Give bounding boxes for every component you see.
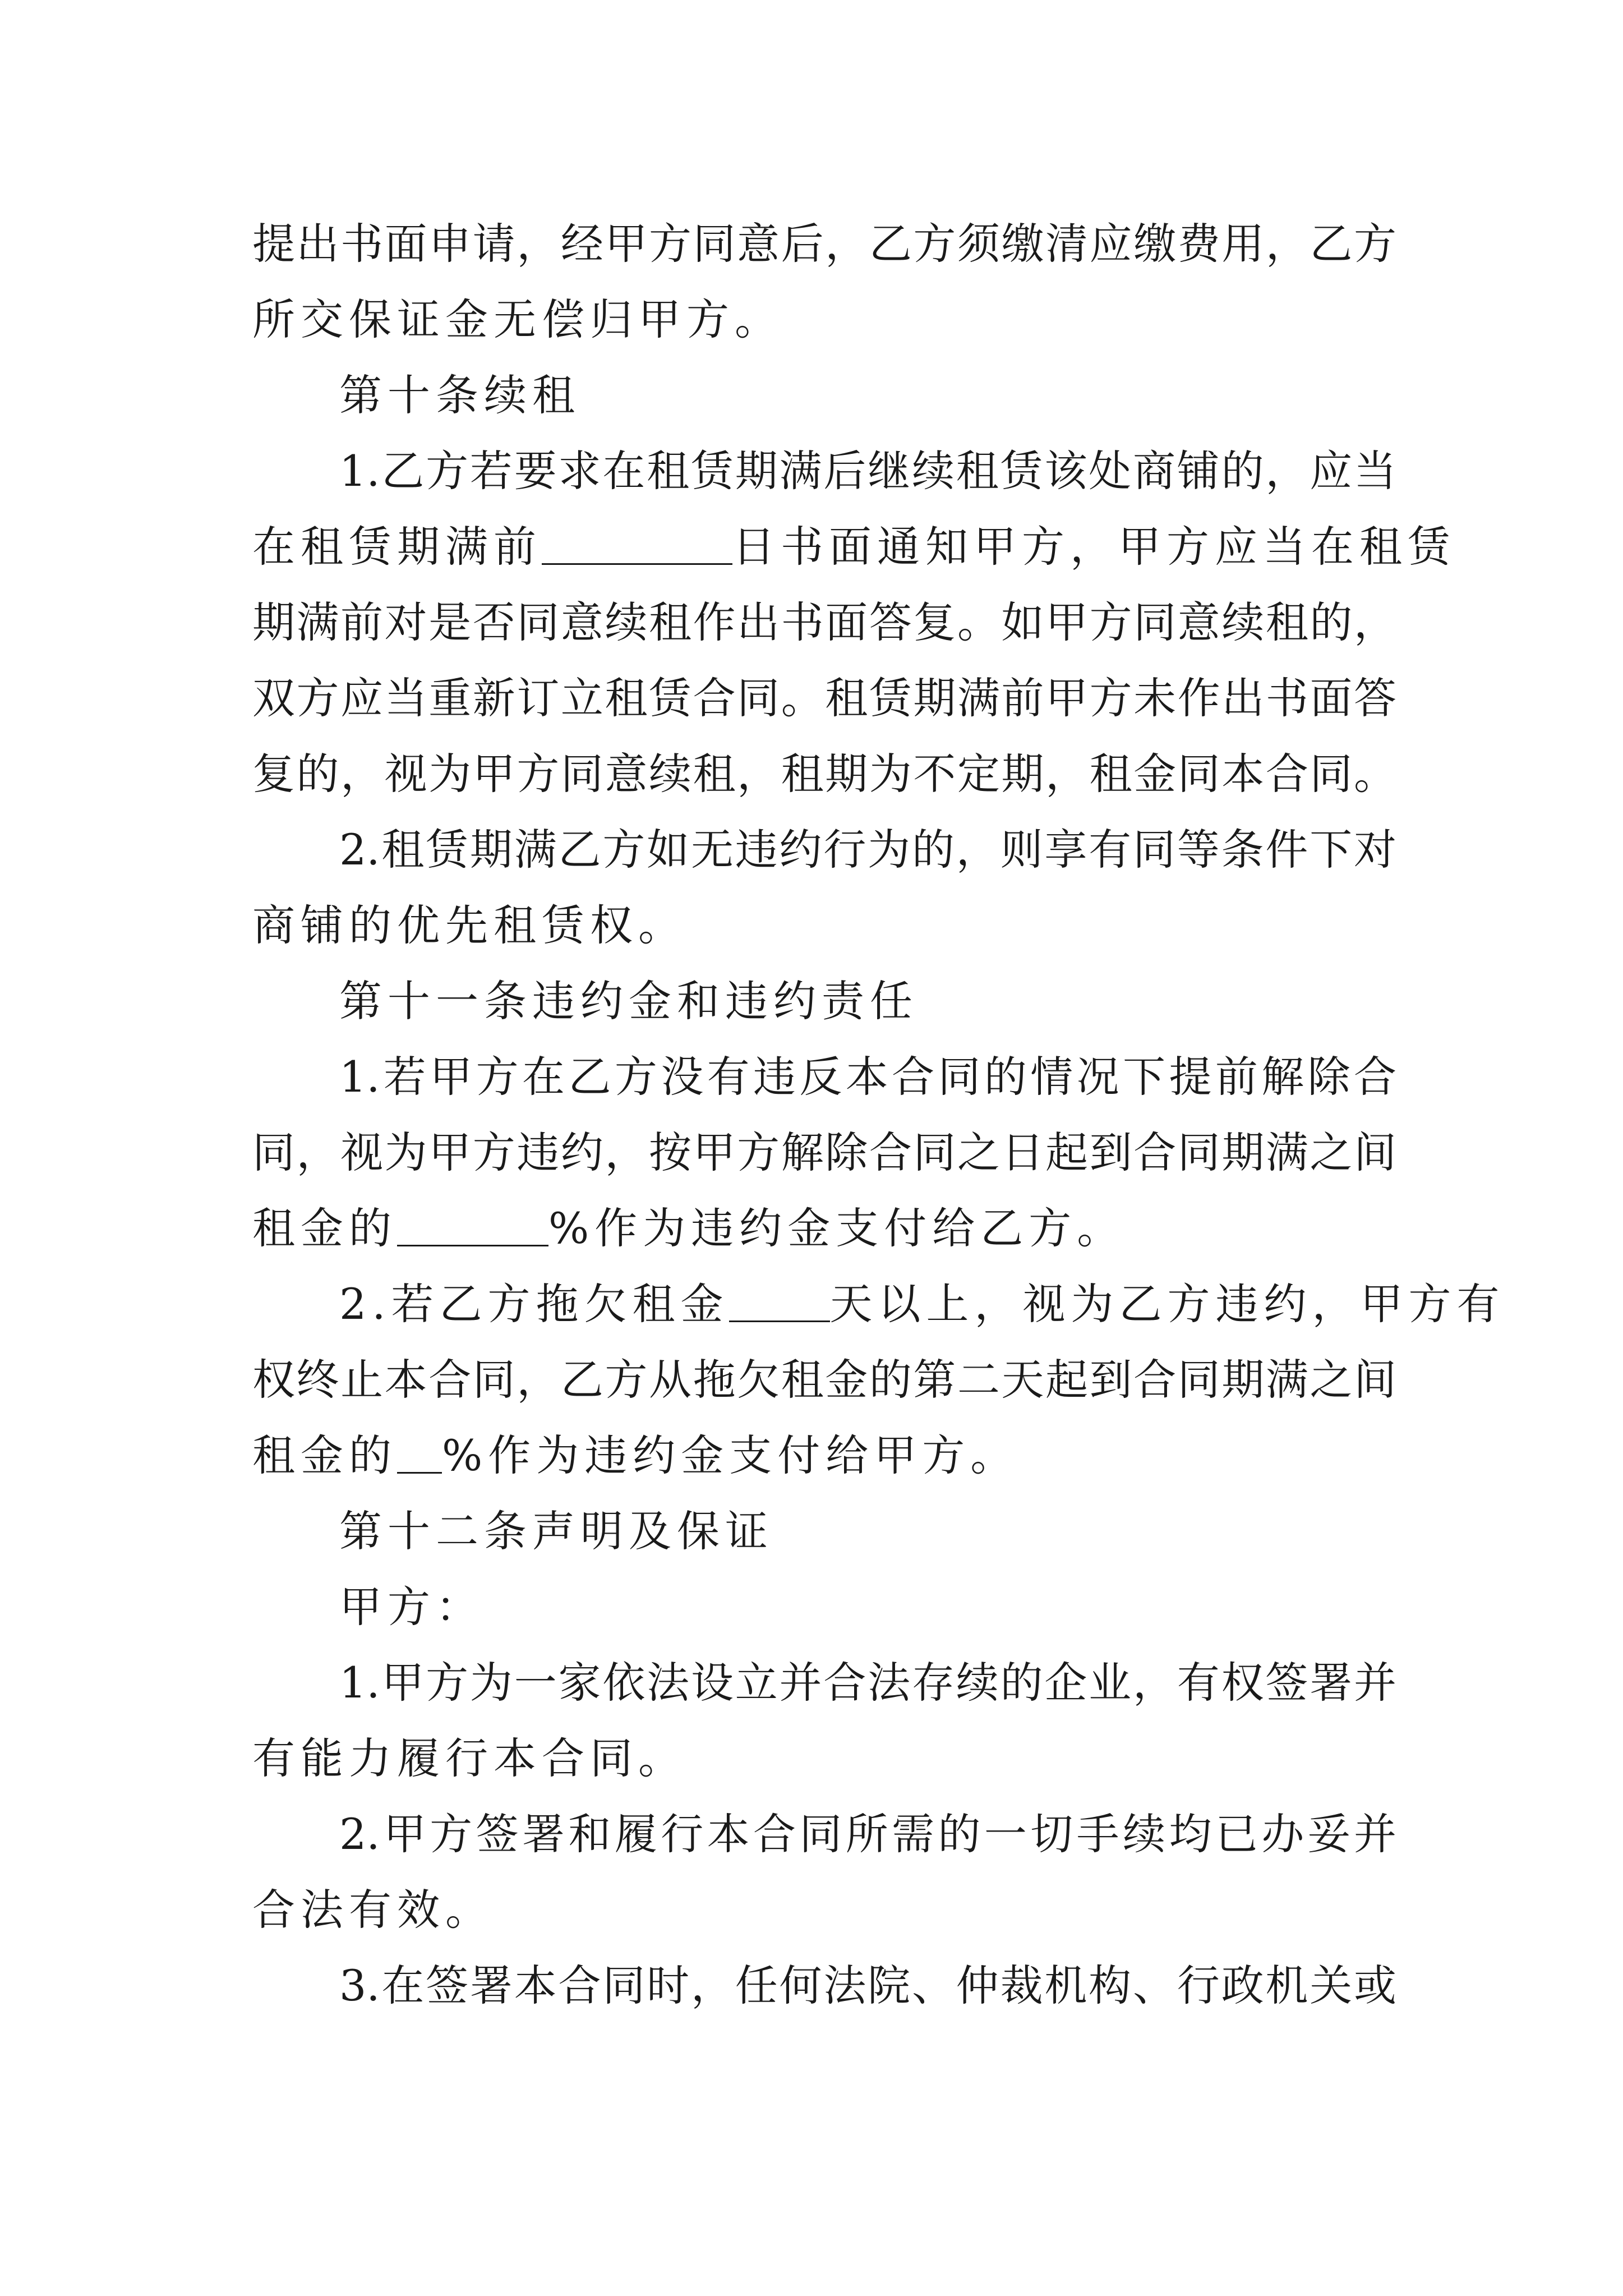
line-text: %作为违约金支付给甲方。 <box>442 1430 1019 1480</box>
line-text: 日书面通知甲方，甲方应当在租赁 <box>732 522 1456 572</box>
paragraph-line: 期满前对是否同意续租作出书面答复。如甲方同意续租的， <box>252 597 1396 647</box>
paragraph-line: 3.在签署本合同时，任何法院、仲裁机构、行政机关或 <box>339 1961 1396 2010</box>
paragraph-line: 合法有效。 <box>252 1885 494 1935</box>
paragraph-line: 2.甲方签署和履行本合同所需的一切手续均已办妥并 <box>339 1809 1396 1859</box>
line-text: 2.若乙方拖欠租金 <box>339 1279 729 1329</box>
paragraph-line: 商铺的优先租赁权。 <box>252 900 686 950</box>
fill-in-blank <box>397 1202 548 1246</box>
line-text: %作为违约金支付给乙方。 <box>548 1203 1126 1253</box>
paragraph-line: 复的，视为甲方同意续租，租期为不定期，租金同本合同。 <box>252 749 1396 799</box>
section-heading: 第十一条违约金和违约责任 <box>339 976 918 1026</box>
party-label: 甲方： <box>339 1582 484 1632</box>
paragraph-line <box>252 1189 1396 1268</box>
paragraph-line <box>339 1265 1505 1343</box>
fill-in-blank <box>397 1429 442 1474</box>
paragraph-line: 同，视为甲方违约，按甲方解除合同之日起到合同期满之间 <box>252 1128 1396 1177</box>
paragraph-line: 1.若甲方在乙方没有违反本合同的情况下提前解除合 <box>339 1052 1396 1102</box>
paragraph-line <box>252 1416 1396 1495</box>
line-text: 租金的 <box>252 1430 397 1480</box>
paragraph-line: 双方应当重新订立租赁合同。租赁期满前甲方未作出书面答 <box>252 673 1396 723</box>
paragraph-line: 提出书面申请，经甲方同意后，乙方须缴清应缴费用，乙方 <box>252 219 1396 269</box>
paragraph-line: 所交保证金无偿归甲方。 <box>252 295 783 344</box>
paragraph-line: 2.租赁期满乙方如无违约行为的，则享有同等条件下对 <box>339 825 1396 875</box>
line-text: 天以上，视为乙方违约，甲方有 <box>829 1279 1505 1329</box>
fill-in-blank <box>542 521 732 565</box>
fill-in-blank <box>729 1278 830 1322</box>
paragraph-line: 权终止本合同，乙方从拖欠租金的第二天起到合同期满之间 <box>252 1355 1396 1405</box>
paragraph-line: 有能力履行本合同。 <box>252 1733 686 1783</box>
line-text: 在租赁期满前 <box>252 522 542 572</box>
paragraph-line: 1.甲方为一家依法设立并合法存续的企业，有权签署并 <box>339 1658 1396 1708</box>
paragraph-line: 1.乙方若要求在租赁期满后继续租赁该处商铺的，应当 <box>339 446 1396 496</box>
paragraph-line <box>252 508 1456 586</box>
section-heading: 第十条续租 <box>339 370 580 420</box>
line-text: 租金的 <box>252 1203 397 1253</box>
section-heading: 第十二条声明及保证 <box>339 1506 773 1556</box>
